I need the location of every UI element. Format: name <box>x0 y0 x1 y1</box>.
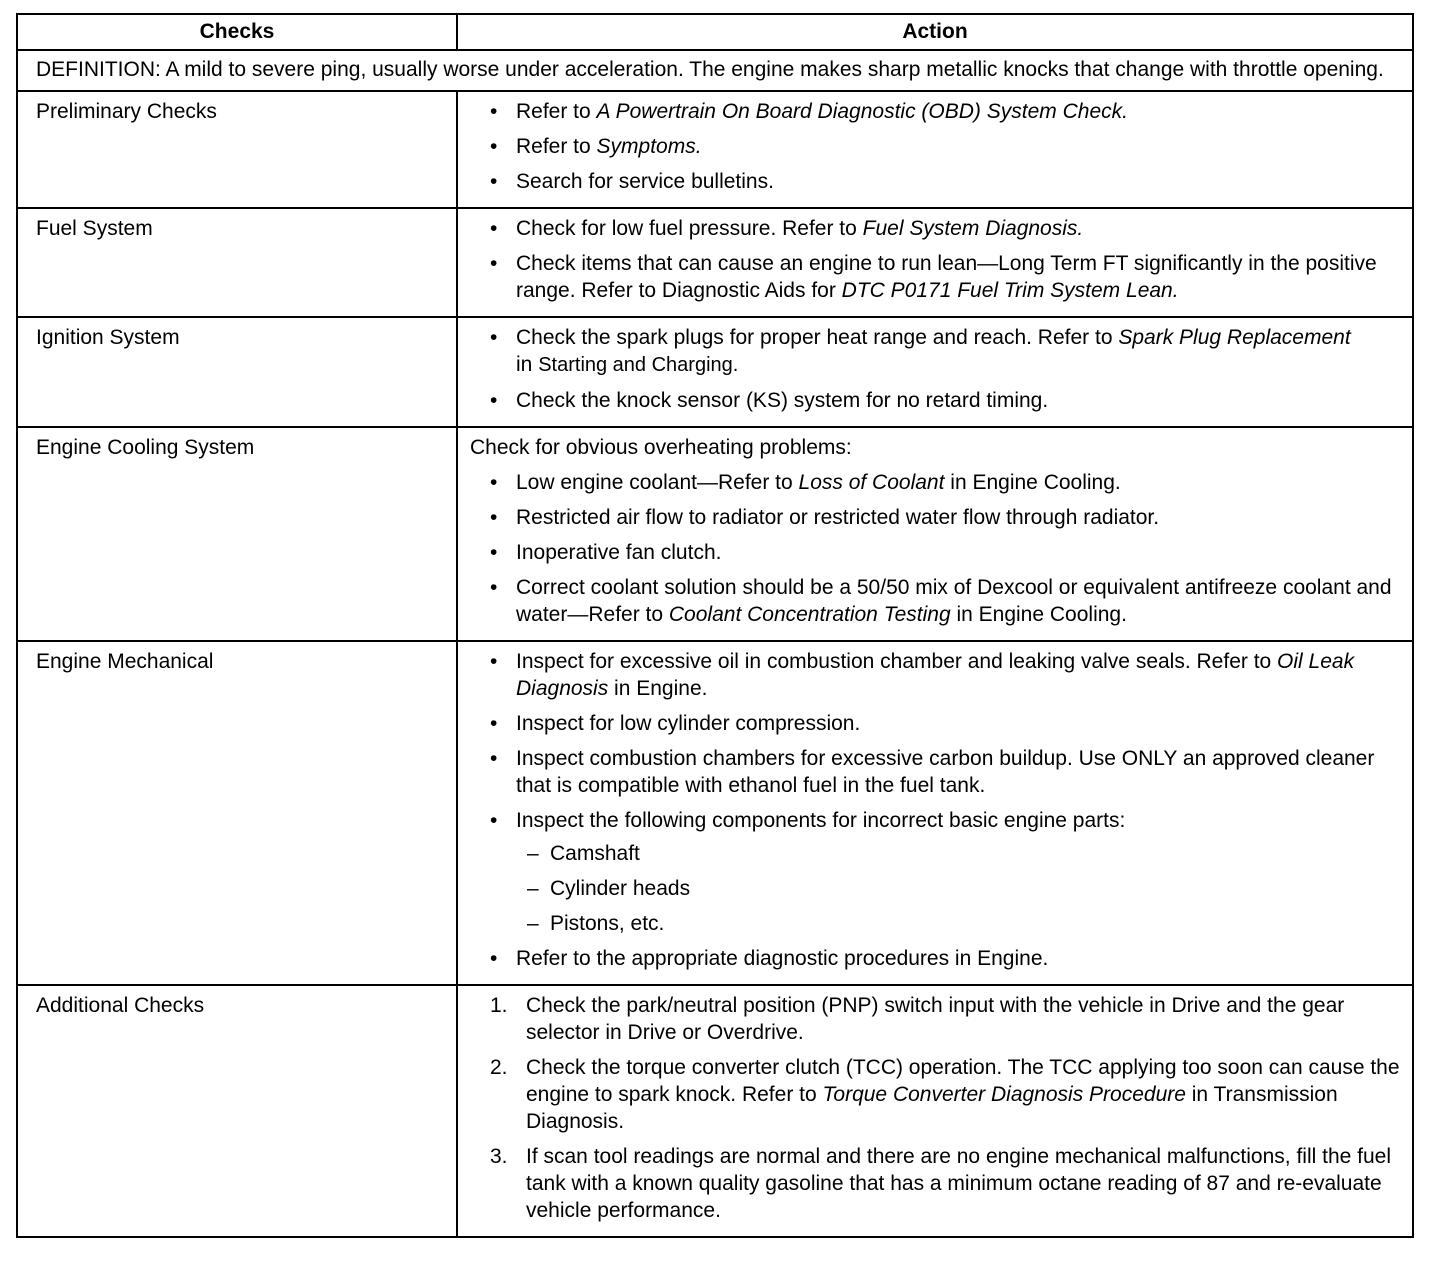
list-item: • Inspect for low cylinder compression. <box>470 710 1400 737</box>
numbered-item: 3. If scan tool readings are normal and there are no engine mechanical malfunctions, fill the fuel tank with a known quality gasoline that has a minimum octane reading of 87 and re-evaluate vehicle performance. <box>490 1145 1391 1222</box>
table-row <box>17 985 1413 1237</box>
definition-row <box>17 50 1413 91</box>
action-cell-fuel-system <box>457 208 1413 317</box>
numbered-item: 1. Check the park/neutral position (PNP) switch input with the vehicle in Drive and the gear selector in Drive or Overdrive. <box>490 994 1345 1044</box>
list-item: • Inspect for excessive oil in combustion chamber and leaking valve seals. Refer to Oil Leak Diagnosis in Engine. <box>470 648 1400 702</box>
action-cell-engine-cooling <box>457 427 1413 641</box>
list-item: • Refer to Symptoms. <box>470 133 1400 160</box>
action-cell-preliminary <box>457 91 1413 208</box>
numbered-item: 2. Check the torque converter clutch (TCC) operation. The TCC applying too soon can cause the engine to spark knock. Refer to Torque Converter Diagnosis Procedure in Transmission Diagnosis. <box>490 1056 1400 1133</box>
list-item: • Low engine coolant—Refer to Loss of Coolant in Engine Cooling. <box>470 469 1400 496</box>
list-item: • Search for service bulletins. <box>470 168 1400 195</box>
check-label-ignition-system: Ignition System <box>17 317 457 427</box>
table-row <box>17 208 1413 317</box>
check-label-engine-cooling: Engine Cooling System <box>17 427 457 641</box>
table-row <box>17 641 1413 985</box>
sub-list-item: – Pistons, etc. <box>470 910 1400 937</box>
list-item: • Refer to A Powertrain On Board Diagnostic (OBD) System Check. <box>470 98 1400 125</box>
list-item: • Check the spark plugs for proper heat range and reach. Refer to Spark Plug Replacement in Starting and Charging. <box>470 324 1400 379</box>
list-item: • Correct coolant solution should be a 50/50 mix of Dexcool or equivalent antifreeze coolant and water—Refer to Coolant Concentration Testing in Engine Cooling. <box>470 574 1400 628</box>
table-row <box>17 427 1413 641</box>
list-item: • Restricted air flow to radiator or restricted water flow through radiator. <box>470 504 1400 531</box>
check-label-fuel-system: Fuel System <box>17 208 457 317</box>
list-item: • Check for low fuel pressure. Refer to Fuel System Diagnosis. <box>470 215 1400 242</box>
sub-list-item: – Cylinder heads <box>470 875 1400 902</box>
checks-column-header: Checks <box>17 14 457 50</box>
cooling-lead-text: Check for obvious overheating problems: <box>470 436 852 459</box>
list-item: • Refer to the appropriate diagnostic procedures in Engine. <box>470 945 1400 972</box>
list-item: • Inspect combustion chambers for excessive carbon buildup. Use ONLY an approved cleaner that is compatible with ethanol fuel in the fuel tank. <box>470 745 1400 799</box>
check-label-preliminary: Preliminary Checks <box>17 91 457 208</box>
action-cell-additional <box>457 985 1413 1237</box>
table-row <box>17 317 1413 427</box>
check-label-additional: Additional Checks <box>17 985 457 1237</box>
list-item: • Inspect the following components for incorrect basic engine parts: – Camshaft – Cylinder heads – Pistons, etc. <box>470 807 1400 937</box>
action-column-header: Action <box>457 14 1413 50</box>
action-cell-ignition-system <box>457 317 1413 427</box>
action-cell-engine-mechanical <box>457 641 1413 985</box>
sub-list-item: – Camshaft <box>470 840 1400 867</box>
table-row <box>17 91 1413 208</box>
list-item: • Check the knock sensor (KS) system for no retard timing. <box>470 387 1400 414</box>
definition-text: DEFINITION: A mild to severe ping, usually worse under acceleration. The engine makes sharp metallic knocks that change with throttle opening. <box>17 50 1413 91</box>
table-header-row <box>17 14 1413 50</box>
check-label-engine-mechanical: Engine Mechanical <box>17 641 457 985</box>
list-item: • Inoperative fan clutch. <box>470 539 1400 566</box>
list-item: • Check items that can cause an engine to run lean—Long Term FT significantly in the positive range. Refer to Diagnostic Aids for DTC P0171 Fuel Trim System Lean. <box>470 250 1400 304</box>
spark-knock-diagnostic-table <box>16 13 1414 1238</box>
diagnostic-table-container <box>16 13 1414 1238</box>
